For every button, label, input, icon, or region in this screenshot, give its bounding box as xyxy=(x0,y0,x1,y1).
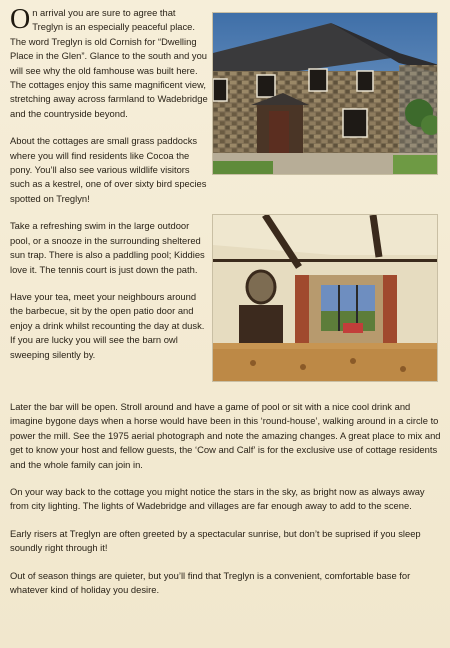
paragraph-bar: Later the bar will be open. Stroll around and have a game of pool or sit with a nice cool drink and imagine bygone days when a horse would have been in this ‘round-house’, walking around in a circle to power the mill. See the 1975 aerial photograph and note the amazing changes. A great place to mix and get to know your host and fellow guests, the ‘Cow and Calf’ is for the exclusive use of cottage residents and the whole family can join in. xyxy=(10,401,441,470)
paragraph-sunrise: Early risers at Treglyn are often greeted by a spectacular sunrise, but don’t be suprised if you sleep soundly right through it! xyxy=(10,527,421,554)
paragraph-paddocks: About the cottages are small grass paddocks where you will find residents like Cocoa the pony. You’ll also see various wildlife visitors such as a kestrel, one of over sixty bird species spotted on Treglyn! xyxy=(10,135,207,204)
paragraph-arrival-text: n arrival you are sure to agree that Treglyn is an especially peaceful place. The word Treglyn is old Cornish for “Dwelling Place in the Glen”. Glance to the south and you will see why the old famhouse was built here. The cottages enjoy this same magnificent view, stretching away across farmland to Wadebridge and the countryside beyond. xyxy=(10,7,208,119)
full-width-text-column xyxy=(10,400,442,610)
bedroom-interior-illustration xyxy=(213,215,438,382)
paragraph-stars: On your way back to the cottage you might notice the stars in the sky, as bright now as always away from city lighting. The lights of Wadebridge and villages are far enough away to add to the scene. xyxy=(10,486,425,512)
left-text-column xyxy=(10,6,208,375)
drop-cap: O xyxy=(10,4,31,35)
bedroom-interior-photo xyxy=(212,214,438,382)
cottage-exterior-photo xyxy=(212,12,438,175)
paragraph-out-of-season: Out of season things are quieter, but you’ll find that Treglyn is a convenient, comfortable base for whatever kind of holiday you desire. xyxy=(10,569,411,596)
paragraph-pool: Take a refreshing swim in the large outdoor pool, or a snooze in the surrounding sheltered sun trap. There is also a paddling pool; Kiddies love it. The tennis court is just down the path. xyxy=(10,220,205,275)
paragraph-arrival xyxy=(10,6,208,121)
paragraph-barbecue: Have your tea, meet your neighbours around the barbecue, sit by the open patio door and enjoy a drink whilst recounting the day at dusk. If you are lucky you will see the barn owl sweeping silently by. xyxy=(10,290,205,360)
cottage-exterior-illustration xyxy=(213,13,438,175)
